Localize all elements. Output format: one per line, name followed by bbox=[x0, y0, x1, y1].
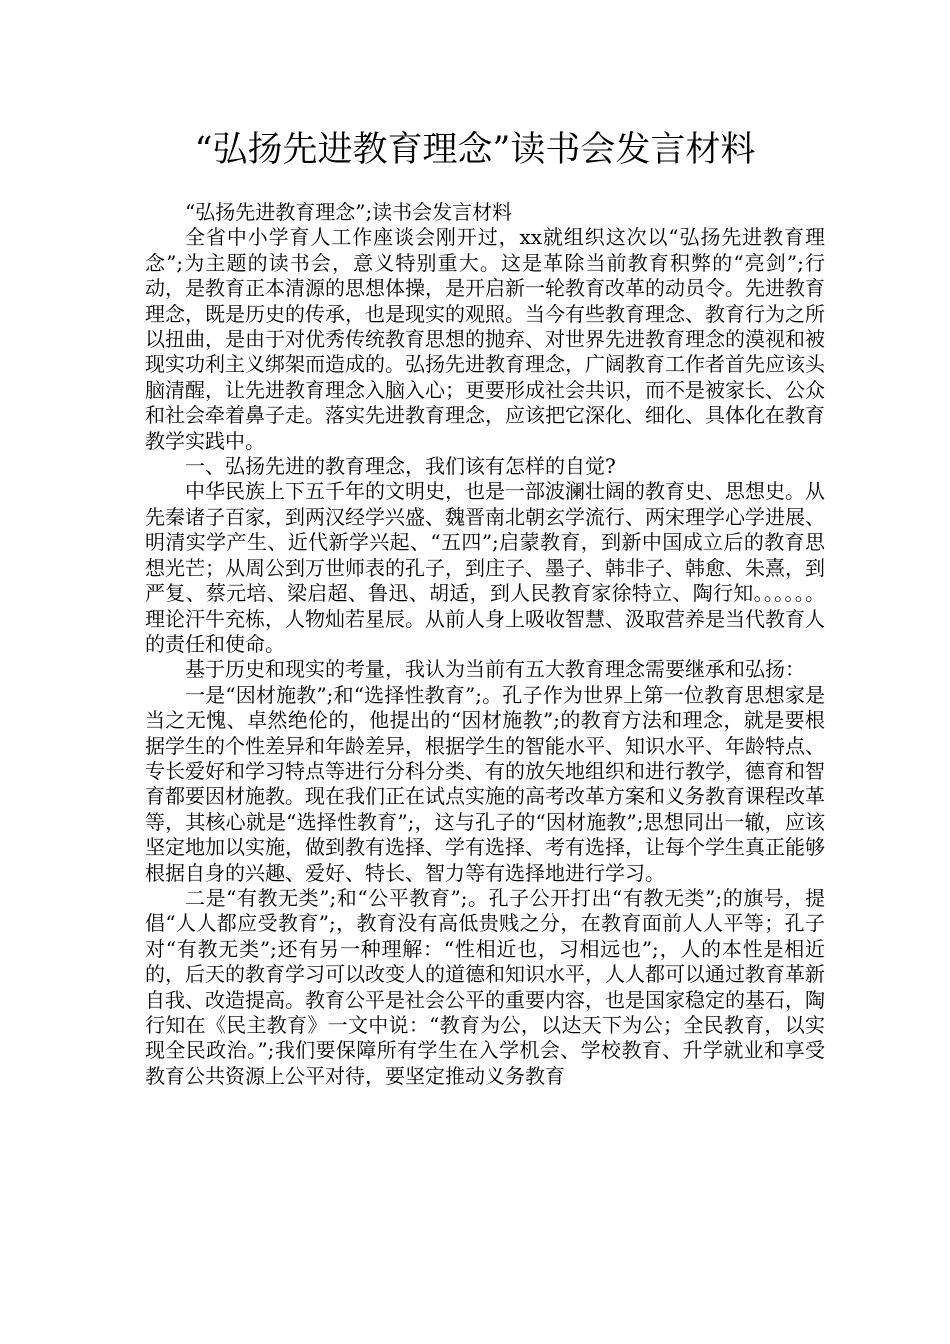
paragraph-point-one: 一是“因材施教”;和“选择性教育”;。孔子作为世界上第一位教育思想家是当之无愧、卓然绝伦的，他提出的“因材施教”;的教育方法和理念，就是要根据学生的个性差异和年龄差异，根据学生的智能水平、知识水平、年龄特点、专长爱好和学习特点等进行分科分类、有的放矢地组织和进行教学，德育和智育都要因材施教。现在我们正在试点实施的高考改革方案和义务教育课程改革等，其核心就是“选择性教育”;，这与孔子的“因材施教”;思想同出一辙，应该坚定地加以实施，做到教有选择、学有选择、考有选择，让每个学生真正能够根据自身的兴趣、爱好、特长、智力等有选择地进行学习。 bbox=[145, 682, 825, 885]
paragraph-point-two: 二是“有教无类”;和“公平教育”;。孔子公开打出“有教无类”;的旗号，提倡“人人都应受教育”;，教育没有高低贵贱之分，在教育面前人人平等；孔子对“有教无类”;还有另一种理解：“性相近也，习相远也”;，人的本性是相近的，后天的教育学习可以改变人的道德和知识水平，人人都可以通过教育革新自我、改造提高。教育公平是社会公平的重要内容，也是国家稳定的基石，陶行知在《民主教育》一文中说：“教育为公，以达天下为公；全民教育，以实现全民政治。”;我们要保障所有学生在入学机会、学校教育、升学就业和享受教育公共资源上公平对待，要坚定推动义务教育 bbox=[145, 885, 825, 1088]
paragraph-five-ideas: 基于历史和现实的考量，我认为当前有五大教育理念需要继承和弘扬： bbox=[185, 657, 805, 682]
paragraph-history: 中华民族上下五千年的文明史，也是一部波澜壮阔的教育史、思想史。从先秦诸子百家，到两汉经学兴盛、魏晋南北朝玄学流行、两宋理学心学进展、明清实学产生、近代新学兴起、“五四”;启蒙教育，到新中国成立后的教育思想光芒；从周公到万世师表的孔子，到庄子、墨子、韩非子、韩愈、朱熹，到严复、蔡元培、梁启超、鲁迅、胡适，到人民教育家徐特立、陶行知。。。。。。理论汗牛充栋，人物灿若星辰。从前人身上吸收智慧、汲取营养是当代教育人的责任和使命。 bbox=[145, 479, 825, 656]
document-title: “弘扬先进教育理念”读书会发言材料 bbox=[194, 130, 756, 170]
document-body bbox=[145, 200, 825, 1089]
section-heading-1: 一、弘扬先进的教育理念，我们该有怎样的自觉? bbox=[185, 454, 616, 479]
paragraph-intro: 全省中小学育人工作座谈会刚开过，xx就组织这次以“弘扬先进教育理念”;为主题的读书会，意义特别重大。这是革除当前教育积弊的“亮剑”;行动，是教育正本清源的思想体操，是开启新一轮教育改革的动员令。先进教育理念，既是历史的传承，也是现实的观照。当今有些教育理念、教育行为之所以扭曲，是由于对优秀传统教育思想的抛弃、对世界先进教育理念的漠视和被现实功利主义绑架而造成的。弘扬先进教育理念，广阔教育工作者首先应该头脑清醒，让先进教育理念入脑入心；更要形成社会共识，而不是被家长、公众和社会牵着鼻子走。落实先进教育理念，应该把它深化、细化、具体化在教育教学实践中。 bbox=[145, 225, 825, 453]
paragraph-subtitle: “弘扬先进教育理念”;读书会发言材料 bbox=[185, 200, 513, 224]
